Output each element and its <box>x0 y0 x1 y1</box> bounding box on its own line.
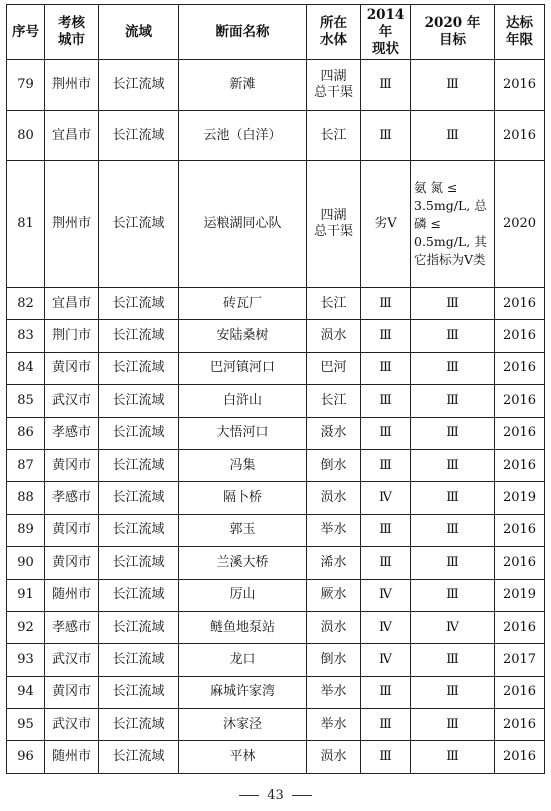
cell-water-line1: 长江 <box>320 295 347 311</box>
header-city <box>45 5 99 60</box>
cell-seq: 96 <box>7 741 45 773</box>
cell-water <box>307 676 361 708</box>
cell-status: Ⅲ <box>361 385 411 417</box>
cell-basin: 长江流域 <box>99 417 179 449</box>
cell-basin: 长江流域 <box>99 514 179 546</box>
cell-section: 云池（白洋） <box>179 111 307 161</box>
cell-city: 孝感市 <box>45 417 99 449</box>
cell-water <box>307 161 361 288</box>
cell-seq: 94 <box>7 676 45 708</box>
cell-city: 孝感市 <box>45 482 99 514</box>
cell-water <box>307 352 361 384</box>
table-row <box>7 514 545 546</box>
table-row <box>7 709 545 741</box>
cell-status: Ⅳ <box>361 482 411 514</box>
cell-water <box>307 320 361 352</box>
cell-target: Ⅲ <box>411 417 495 449</box>
cell-seq: 81 <box>7 161 45 288</box>
cell-target: Ⅲ <box>411 579 495 611</box>
cell-seq: 93 <box>7 644 45 676</box>
table-row <box>7 352 545 384</box>
cell-basin: 长江流域 <box>99 709 179 741</box>
cell-status: Ⅲ <box>361 352 411 384</box>
cell-year: 2016 <box>495 709 545 741</box>
cell-city: 武汉市 <box>45 644 99 676</box>
cell-water <box>307 741 361 773</box>
table-row <box>7 547 545 579</box>
table-body <box>7 60 545 774</box>
cell-water-line1: 举水 <box>320 522 347 538</box>
cell-section: 新滩 <box>179 60 307 111</box>
cell-seq: 82 <box>7 288 45 320</box>
cell-target: Ⅲ <box>411 482 495 514</box>
table-row <box>7 288 545 320</box>
cell-basin: 长江流域 <box>99 741 179 773</box>
cell-year: 2019 <box>495 482 545 514</box>
cell-year: 2016 <box>495 449 545 481</box>
cell-water-line1: 涢水 <box>320 749 347 765</box>
cell-status: Ⅳ <box>361 611 411 643</box>
header-target <box>411 5 495 60</box>
cell-water <box>307 417 361 449</box>
cell-seq: 83 <box>7 320 45 352</box>
cell-city: 荆州市 <box>45 60 99 111</box>
cell-year: 2016 <box>495 320 545 352</box>
cell-target: Ⅲ <box>411 644 495 676</box>
cell-water <box>307 385 361 417</box>
cell-target: Ⅲ <box>411 741 495 773</box>
cell-water <box>307 611 361 643</box>
cell-target: Ⅲ <box>411 547 495 579</box>
cell-water-line2: 总干渠 <box>313 85 353 100</box>
cell-basin: 长江流域 <box>99 676 179 708</box>
cell-city: 宜昌市 <box>45 288 99 320</box>
cell-basin: 长江流域 <box>99 352 179 384</box>
cell-year: 2016 <box>495 352 545 384</box>
cell-basin: 长江流域 <box>99 644 179 676</box>
cell-seq: 86 <box>7 417 45 449</box>
cell-city: 随州市 <box>45 741 99 773</box>
cell-section: 隔卜桥 <box>179 482 307 514</box>
cell-section: 大悟河口 <box>179 417 307 449</box>
cell-target: Ⅲ <box>411 514 495 546</box>
cell-water-line1: 四湖 <box>320 69 347 84</box>
cell-city: 黄冈市 <box>45 514 99 546</box>
cell-water-line1: 涢水 <box>320 328 347 344</box>
table-row <box>7 417 545 449</box>
cell-seq: 89 <box>7 514 45 546</box>
cell-section: 安陆桑树 <box>179 320 307 352</box>
header-city-line2: 城市 <box>58 32 85 48</box>
footer-dash-left <box>239 795 259 796</box>
cell-water-line2: 总干渠 <box>313 224 353 239</box>
cell-water-line1: 巴河 <box>320 360 347 376</box>
cell-target: 氨 氮 ≤ 3.5mg/L, 总 磷 ≤ 0.5mg/L, 其它指标为Ⅴ类 <box>411 161 495 288</box>
cell-target: Ⅳ <box>411 611 495 643</box>
cell-water <box>307 449 361 481</box>
cell-basin: 长江流域 <box>99 60 179 111</box>
cell-year: 2016 <box>495 611 545 643</box>
header-target-line2: 目标 <box>439 32 466 48</box>
cell-section: 巴河镇河口 <box>179 352 307 384</box>
cell-section: 龙口 <box>179 644 307 676</box>
cell-year: 2020 <box>495 161 545 288</box>
header-status <box>361 5 411 60</box>
cell-city: 黄冈市 <box>45 352 99 384</box>
cell-basin: 长江流域 <box>99 611 179 643</box>
cell-basin: 长江流域 <box>99 449 179 481</box>
cell-water-line1: 举水 <box>320 684 347 700</box>
table-row <box>7 579 545 611</box>
cell-basin: 长江流域 <box>99 320 179 352</box>
cell-target: Ⅲ <box>411 709 495 741</box>
cell-seq: 79 <box>7 60 45 111</box>
cell-target: Ⅲ <box>411 385 495 417</box>
table-row <box>7 644 545 676</box>
cell-city: 武汉市 <box>45 709 99 741</box>
header-status-line1: 2014 年 <box>366 6 405 40</box>
cell-section: 郭玉 <box>179 514 307 546</box>
cell-city: 宜昌市 <box>45 111 99 161</box>
cell-status: Ⅲ <box>361 60 411 111</box>
cell-water-line1: 长江 <box>320 392 347 408</box>
cell-section: 麻城许家湾 <box>179 676 307 708</box>
cell-year: 2016 <box>495 288 545 320</box>
cell-target: Ⅲ <box>411 320 495 352</box>
table-row <box>7 111 545 161</box>
header-water-line1: 所在 <box>320 15 347 31</box>
cell-year: 2016 <box>495 514 545 546</box>
cell-basin: 长江流域 <box>99 547 179 579</box>
cell-city: 黄冈市 <box>45 449 99 481</box>
cell-water-line1: 举水 <box>320 716 347 732</box>
header-status-line2: 现状 <box>372 40 399 57</box>
table-row <box>7 482 545 514</box>
cell-water <box>307 288 361 320</box>
table-row <box>7 676 545 708</box>
cell-water-line1: 长江 <box>320 127 347 143</box>
cell-basin: 长江流域 <box>99 579 179 611</box>
cell-water <box>307 111 361 161</box>
table-header-row <box>7 5 545 60</box>
cell-section: 砖瓦厂 <box>179 288 307 320</box>
cell-seq: 95 <box>7 709 45 741</box>
cell-water <box>307 579 361 611</box>
cell-target: Ⅲ <box>411 676 495 708</box>
cell-water-line1: 倒水 <box>320 651 347 667</box>
cell-seq: 80 <box>7 111 45 161</box>
cell-section: 沐家泾 <box>179 709 307 741</box>
cell-city: 荆门市 <box>45 320 99 352</box>
cell-basin: 长江流域 <box>99 288 179 320</box>
cell-section: 兰溪大桥 <box>179 547 307 579</box>
cell-target: Ⅲ <box>411 449 495 481</box>
header-basin: 流域 <box>99 5 179 60</box>
cell-status: Ⅲ <box>361 320 411 352</box>
cell-year: 2016 <box>495 60 545 111</box>
cell-water-line1: 厥水 <box>320 587 347 603</box>
cell-seq: 88 <box>7 482 45 514</box>
cell-seq: 87 <box>7 449 45 481</box>
cell-city: 孝感市 <box>45 611 99 643</box>
table-row <box>7 60 545 111</box>
cell-water <box>307 644 361 676</box>
cell-status: Ⅲ <box>361 514 411 546</box>
table-row <box>7 320 545 352</box>
cell-water <box>307 514 361 546</box>
cell-section: 平林 <box>179 741 307 773</box>
cell-seq: 85 <box>7 385 45 417</box>
cell-water <box>307 60 361 111</box>
water-quality-table <box>6 4 545 774</box>
header-seq: 序号 <box>7 5 45 60</box>
cell-target: Ⅲ <box>411 288 495 320</box>
header-water <box>307 5 361 60</box>
header-water-line2: 水体 <box>320 32 347 48</box>
cell-water <box>307 482 361 514</box>
cell-target: Ⅲ <box>411 352 495 384</box>
header-deadline <box>495 5 545 60</box>
cell-basin: 长江流域 <box>99 161 179 288</box>
cell-year: 2016 <box>495 676 545 708</box>
cell-status: Ⅲ <box>361 288 411 320</box>
footer-dash-right <box>292 795 312 796</box>
table-row <box>7 741 545 773</box>
cell-water <box>307 709 361 741</box>
cell-status: Ⅲ <box>361 547 411 579</box>
cell-water-line1: 浠水 <box>320 554 347 570</box>
cell-year: 2016 <box>495 111 545 161</box>
cell-year: 2017 <box>495 644 545 676</box>
cell-basin: 长江流域 <box>99 385 179 417</box>
cell-status: Ⅲ <box>361 676 411 708</box>
cell-section: 运粮湖同心队 <box>179 161 307 288</box>
cell-seq: 92 <box>7 611 45 643</box>
cell-city: 荆州市 <box>45 161 99 288</box>
cell-section: 白浒山 <box>179 385 307 417</box>
cell-basin: 长江流域 <box>99 111 179 161</box>
cell-status: Ⅲ <box>361 709 411 741</box>
cell-city: 黄冈市 <box>45 676 99 708</box>
cell-section: 冯集 <box>179 449 307 481</box>
cell-water <box>307 547 361 579</box>
cell-basin: 长江流域 <box>99 482 179 514</box>
cell-water-line1: 倒水 <box>320 457 347 473</box>
table-row <box>7 385 545 417</box>
cell-water-line1: 涢水 <box>320 490 347 506</box>
header-deadline-line2: 年限 <box>506 32 533 48</box>
header-city-line1: 考核 <box>58 15 85 31</box>
cell-seq: 90 <box>7 547 45 579</box>
header-target-line1: 2020 年 <box>424 15 481 31</box>
cell-status: Ⅲ <box>361 417 411 449</box>
cell-year: 2016 <box>495 417 545 449</box>
cell-city: 随州市 <box>45 579 99 611</box>
page-footer <box>0 788 551 803</box>
table-row <box>7 611 545 643</box>
cell-section: 鲢鱼地泵站 <box>179 611 307 643</box>
page-number: 43 <box>267 788 284 803</box>
cell-status: Ⅳ <box>361 579 411 611</box>
cell-city: 黄冈市 <box>45 547 99 579</box>
cell-status: 劣Ⅴ <box>361 161 411 288</box>
cell-water-line1: 涢水 <box>320 619 347 635</box>
cell-target: Ⅲ <box>411 111 495 161</box>
cell-year: 2019 <box>495 579 545 611</box>
table-row <box>7 449 545 481</box>
cell-year: 2016 <box>495 385 545 417</box>
table-row <box>7 161 545 288</box>
cell-year: 2016 <box>495 741 545 773</box>
cell-seq: 91 <box>7 579 45 611</box>
cell-target: Ⅲ <box>411 60 495 111</box>
cell-section: 厉山 <box>179 579 307 611</box>
cell-year: 2016 <box>495 547 545 579</box>
cell-status: Ⅲ <box>361 449 411 481</box>
cell-water-line1: 四湖 <box>320 208 347 223</box>
cell-city: 武汉市 <box>45 385 99 417</box>
cell-water-line1: 滠水 <box>320 425 347 441</box>
cell-status: Ⅲ <box>361 111 411 161</box>
cell-status: Ⅳ <box>361 644 411 676</box>
header-deadline-line1: 达标 <box>506 15 533 31</box>
cell-status: Ⅲ <box>361 741 411 773</box>
cell-seq: 84 <box>7 352 45 384</box>
header-section: 断面名称 <box>179 5 307 60</box>
